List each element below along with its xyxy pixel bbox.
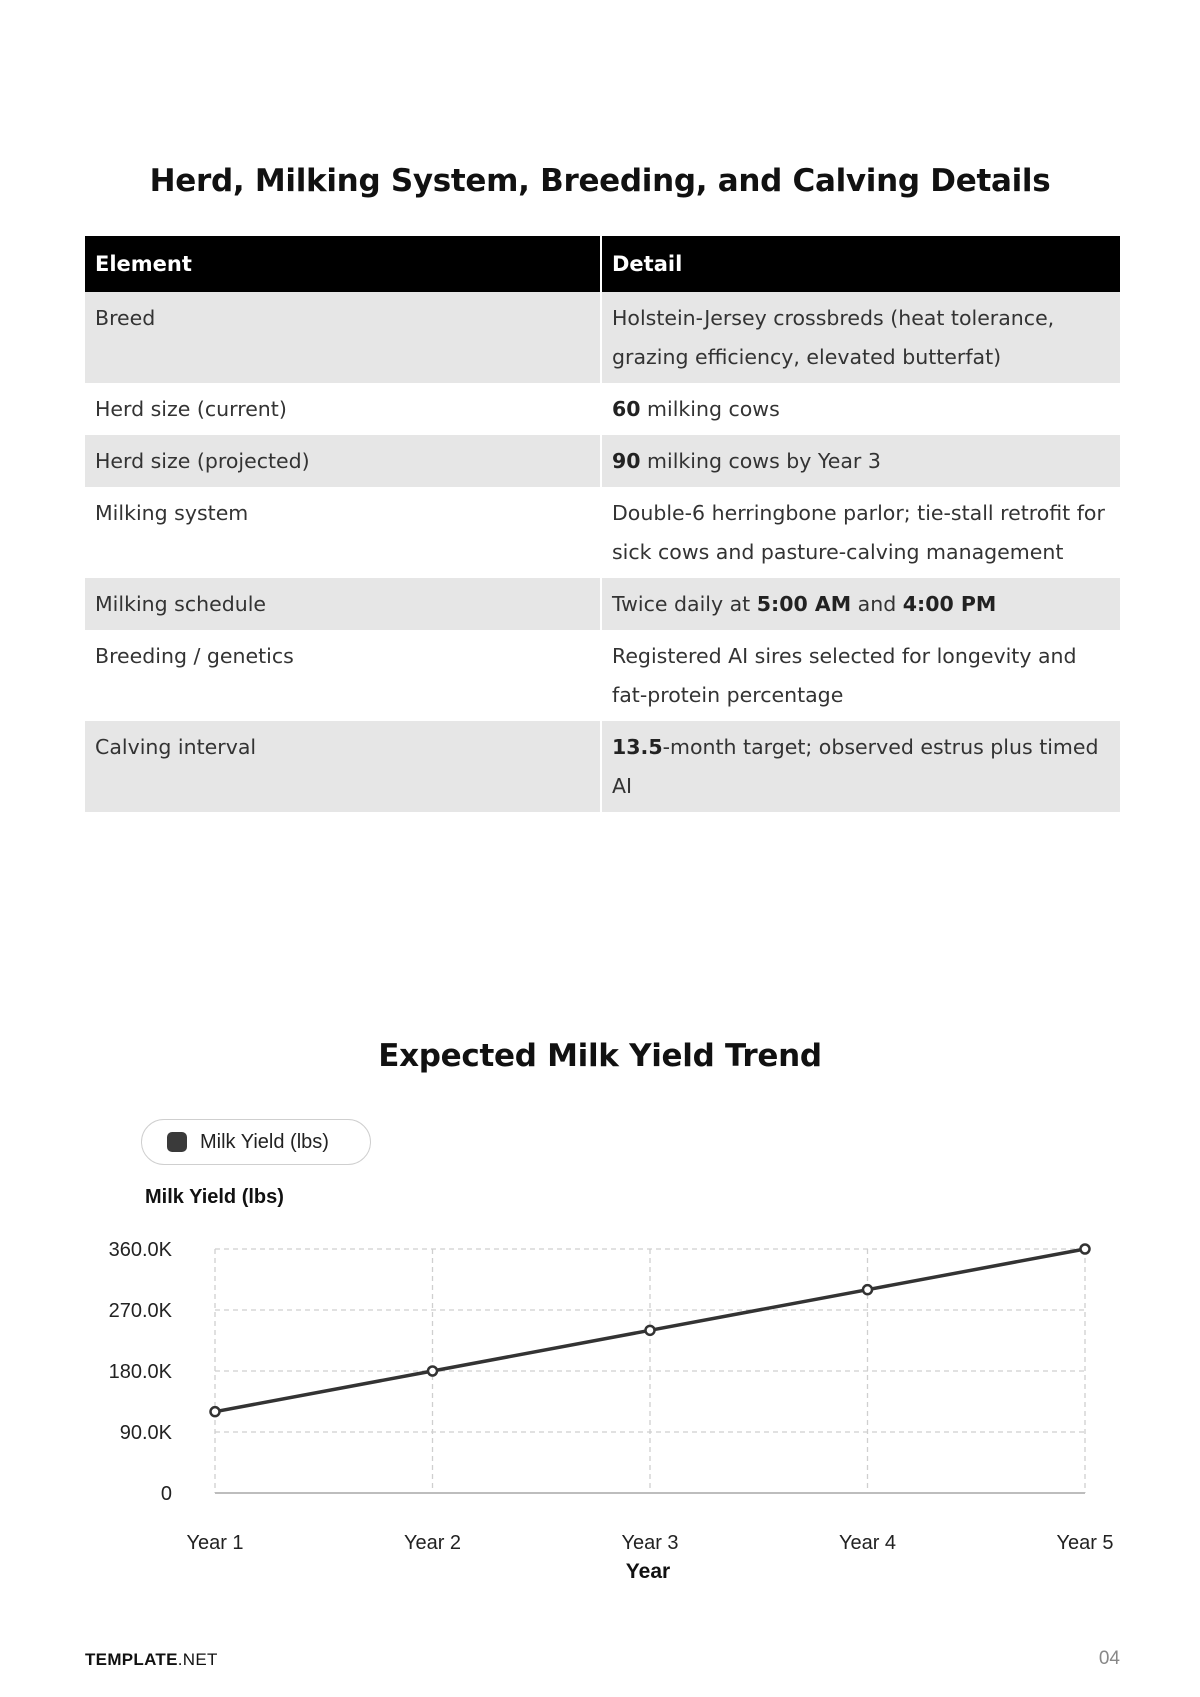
detail-text: Holstein-Jersey crossbreds (heat tolerance, grazing efficiency, elevated butterfat)	[612, 306, 1055, 369]
detail-text: and	[851, 592, 903, 616]
detail-emphasis: 4:00 PM	[902, 592, 997, 616]
data-point	[646, 1326, 655, 1335]
brand-suffix: .NET	[177, 1650, 218, 1669]
x-tick-label: Year 2	[403, 1532, 462, 1554]
detail-text: Twice daily at	[612, 592, 757, 616]
data-point	[211, 1407, 220, 1416]
detail-text: milking cows	[640, 397, 780, 421]
y-axis-label: Milk Yield (lbs)	[145, 1186, 284, 1208]
detail-emphasis: 5:00 AM	[756, 592, 852, 616]
legend-label: Milk Yield (lbs)	[200, 1130, 329, 1153]
y-tick-label: 0	[160, 1483, 172, 1505]
y-tick-label: 90.0K	[119, 1422, 172, 1444]
detail-text: milking cows by Year 3	[640, 449, 881, 473]
brand-name: TEMPLATE	[85, 1650, 178, 1669]
footer-brand	[85, 1650, 218, 1670]
x-axis-label: Year	[625, 1560, 671, 1583]
page-number: 04	[1098, 1648, 1120, 1669]
detail-emphasis: 90	[612, 449, 641, 473]
cell-element: Calving interval	[85, 721, 601, 812]
data-point	[863, 1285, 872, 1294]
header-element: Element	[85, 236, 601, 292]
detail-text: -month target; observed estrus plus timed AI	[612, 735, 1099, 798]
cell-element: Breed	[85, 292, 601, 383]
detail-text: Registered AI sires selected for longevity and fat-protein percentage	[612, 644, 1077, 707]
y-tick-label: 270.0K	[108, 1300, 172, 1322]
x-tick-label: Year 1	[186, 1532, 244, 1554]
detail-emphasis: 60	[612, 397, 641, 421]
x-tick-label: Year 3	[621, 1532, 679, 1554]
cell-element: Milking system	[95, 501, 249, 525]
cell-element: Herd size (current)	[95, 397, 287, 421]
cell-element: Milking schedule	[85, 578, 601, 630]
x-tick-label: Year 5	[1056, 1532, 1114, 1554]
data-point	[1081, 1245, 1090, 1254]
chart-title: Expected Milk Yield Trend	[378, 1038, 822, 1074]
detail-text: Double-6 herringbone parlor; tie-stall retrofit for sick cows and pasture-calving management	[612, 501, 1105, 564]
header-detail: Detail	[601, 236, 1120, 292]
data-point	[428, 1367, 437, 1376]
y-tick-label: 360.0K	[108, 1239, 172, 1261]
cell-element: Breeding / genetics	[95, 644, 294, 668]
x-tick-label: Year 4	[838, 1532, 897, 1554]
section-title: Herd, Milking System, Breeding, and Calving Details	[149, 163, 1051, 199]
detail-emphasis: 13.5	[612, 735, 663, 759]
cell-element: Herd size (projected)	[85, 435, 601, 487]
y-tick-label: 180.0K	[108, 1361, 172, 1383]
